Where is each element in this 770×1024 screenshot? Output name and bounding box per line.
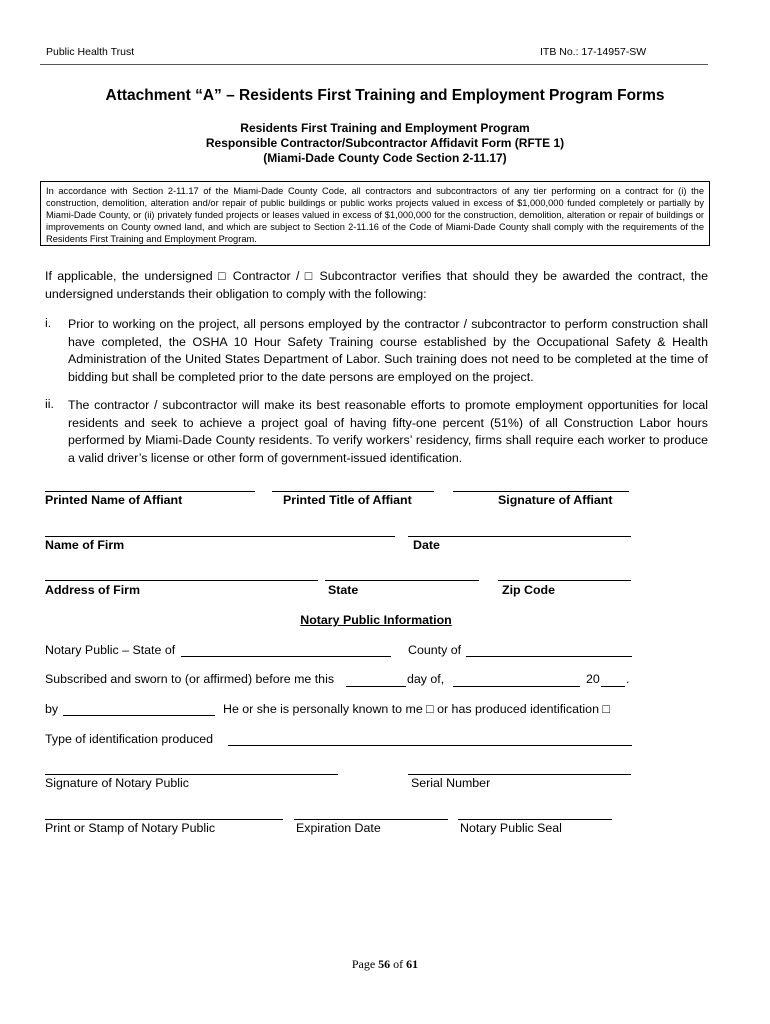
form-program-name: Residents First Training and Employment Program [240, 121, 530, 135]
page-title: Attachment “A” – Residents First Training and Employment Program Forms [105, 87, 665, 104]
seal-line[interactable] [458, 819, 612, 820]
notary-county-line[interactable] [466, 656, 632, 657]
id-type-line[interactable] [228, 745, 632, 746]
sworn-month-line[interactable] [453, 686, 580, 687]
year-prefix: 20 [586, 672, 600, 686]
page-of-word: of [393, 957, 404, 971]
firm-name-line[interactable] [45, 536, 395, 537]
signature-label: Signature of Affiant [498, 493, 613, 507]
id-type-label: Type of identification produced [45, 732, 214, 746]
sworn-day-line[interactable] [346, 686, 406, 687]
printed-name-label: Printed Name of Affiant [45, 493, 183, 507]
item-1-text: Prior to working on the project, all persons employed by the contractor / subcontractor to perform construction shall have completed, the OSHA 10 Hour Safety Training course established by the Occupational Safety & Health Administration of the United States Department of Labor. Such training does not need to be completed at the time of bidding but shall be completed prior to the date persons are employed on the project. [68, 317, 708, 384]
form-name: Responsible Contractor/Subcontractor Affidavit Form (RFTE 1) [205, 136, 565, 150]
year-suffix: . [626, 672, 630, 686]
page-total: 61 [406, 957, 419, 971]
header-divider [40, 64, 708, 65]
item-1-numeral: i. [45, 316, 52, 330]
day-of-label: day of, [407, 672, 445, 686]
intro-paragraph: If applicable, the undersigned □ Contractor / □ Subcontractor verifies that should they be awarded the contract, the undersigned understands their obligation to comply with the following: [45, 269, 708, 301]
address-label: Address of Firm [45, 583, 141, 597]
form-code-section: (Miami-Dade County Code Section 2-11.17) [263, 151, 507, 165]
zip-line[interactable] [498, 580, 631, 581]
print-stamp-label: Print or Stamp of Notary Public [45, 821, 216, 835]
seal-label: Notary Public Seal [460, 821, 562, 835]
page-number [0, 957, 770, 972]
printed-name-line[interactable] [45, 491, 255, 492]
expiration-label: Expiration Date [296, 821, 381, 835]
by-label: by [45, 702, 59, 716]
by-line[interactable] [63, 715, 215, 716]
state-label: State [328, 583, 359, 597]
signature-line[interactable] [453, 491, 629, 492]
item-2-numeral: ii. [45, 397, 54, 411]
page-word: Page [351, 957, 376, 971]
serial-number-line[interactable] [408, 774, 631, 775]
expiration-line[interactable] [294, 819, 448, 820]
firm-name-label: Name of Firm [45, 538, 125, 552]
notary-state-label: Notary Public – State of [45, 643, 176, 657]
zip-label: Zip Code [502, 583, 555, 597]
date-label: Date [413, 538, 440, 552]
state-line[interactable] [325, 580, 479, 581]
notice-box: In accordance with Section 2-11.17 of the Miami-Dade County Code, all contractors and subcontractors of any tier performing on a contract for (i) the construction, demolition, alteration and/or repair of public buildings or public works projects valued in excess of $1,000,000 funded completely or partially by Miami-Dade County, or (ii) privately funded projects or leases valued in excess of $1,000,000 for the construction, demolition, alteration or repair of buildings or improvements on County owned land, and which are subject to Section 2-11.16 of the Code of Miami-Dade County shall comply with the requirements of the Residents First Training and Employment Program. [40, 181, 710, 246]
printed-title-line[interactable] [272, 491, 434, 492]
notary-signature-label: Signature of Notary Public [45, 776, 189, 790]
notary-signature-line[interactable] [45, 774, 338, 775]
known-text: He or she is personally known to me □ or has produced identification □ [223, 702, 610, 716]
page-current: 56 [378, 957, 391, 971]
printed-title-label: Printed Title of Affiant [283, 493, 412, 507]
date-line[interactable] [408, 536, 631, 537]
print-stamp-line[interactable] [45, 819, 283, 820]
item-2-text: The contractor / subcontractor will make its best reasonable efforts to promote employment opportunities for local residents and seek to achieve a project goal of having fifty-one percent (51%) of all Construction Labor hours performed by Miami-Dade County residents. To verify workers’ residency, firms shall require each worker to produce a valid driver’s license or other form of government-issued identification. [68, 398, 708, 465]
address-line[interactable] [45, 580, 318, 581]
serial-number-label: Serial Number [411, 776, 491, 790]
sworn-year-line[interactable] [601, 686, 625, 687]
notary-state-line[interactable] [181, 656, 391, 657]
sworn-label: Subscribed and sworn to (or affirmed) before me this [45, 672, 335, 686]
header-itb-number: ITB No.: 17-14957-SW [540, 46, 647, 58]
notary-heading: Notary Public Information [300, 613, 452, 627]
header-organization: Public Health Trust [46, 46, 135, 58]
notary-county-label: County of [408, 643, 462, 657]
